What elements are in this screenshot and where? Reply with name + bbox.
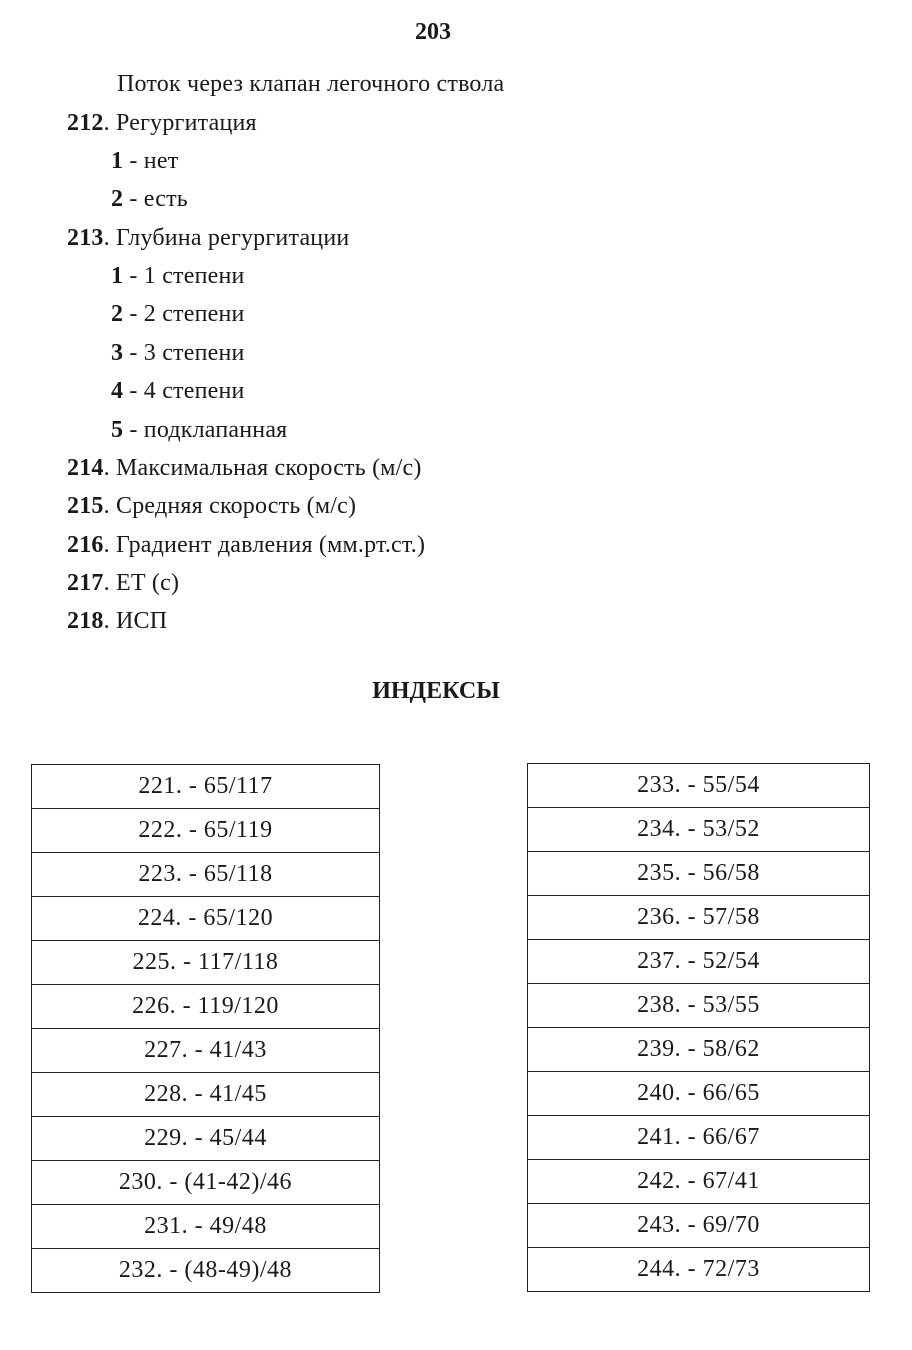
table-cell: 232. - (48-49)/48 bbox=[32, 1249, 380, 1293]
option-text: - 4 степени bbox=[123, 378, 245, 404]
table-cell: 229. - 45/44 bbox=[32, 1117, 380, 1161]
table-cell: 227. - 41/43 bbox=[32, 1029, 380, 1073]
table-row bbox=[528, 808, 870, 852]
table-cell: 244. - 72/73 bbox=[528, 1248, 870, 1292]
option-213-5 bbox=[111, 416, 287, 444]
item-215 bbox=[67, 492, 356, 520]
table-row bbox=[528, 1028, 870, 1072]
option-text: - 1 степени bbox=[123, 263, 245, 289]
option-213-2 bbox=[111, 300, 245, 328]
table-row bbox=[528, 1116, 870, 1160]
table-row bbox=[32, 1117, 380, 1161]
item-218 bbox=[67, 607, 167, 635]
item-number: 212 bbox=[67, 110, 104, 136]
table-cell: 241. - 66/67 bbox=[528, 1116, 870, 1160]
table-cell: 222. - 65/119 bbox=[32, 809, 380, 853]
item-214 bbox=[67, 454, 422, 482]
table-cell: 225. - 117/118 bbox=[32, 941, 380, 985]
table-cell: 236. - 57/58 bbox=[528, 896, 870, 940]
table-row bbox=[528, 940, 870, 984]
table-row bbox=[32, 809, 380, 853]
table-cell: 235. - 56/58 bbox=[528, 852, 870, 896]
item-number: 216 bbox=[67, 532, 104, 558]
table-row bbox=[32, 1161, 380, 1205]
option-213-3 bbox=[111, 339, 245, 367]
table-row bbox=[528, 1160, 870, 1204]
table-row bbox=[528, 1248, 870, 1292]
indices-table-left bbox=[31, 764, 380, 1293]
item-text: . Средняя скорость (м/с) bbox=[103, 493, 357, 519]
table-cell: 230. - (41-42)/46 bbox=[32, 1161, 380, 1205]
option-number: 2 bbox=[111, 186, 124, 212]
option-number: 1 bbox=[111, 263, 124, 289]
table-row bbox=[528, 896, 870, 940]
option-number: 3 bbox=[111, 340, 124, 366]
table-row bbox=[528, 984, 870, 1028]
item-number: 218 bbox=[67, 608, 104, 634]
table-cell: 239. - 58/62 bbox=[528, 1028, 870, 1072]
table-cell: 237. - 52/54 bbox=[528, 940, 870, 984]
table-cell: 243. - 69/70 bbox=[528, 1204, 870, 1248]
item-text: . Градиент давления (мм.рт.ст.) bbox=[103, 532, 426, 558]
option-212-1 bbox=[111, 147, 178, 175]
item-217 bbox=[67, 569, 179, 597]
table-cell: 226. - 119/120 bbox=[32, 985, 380, 1029]
item-text: . Глубина регургитации bbox=[103, 225, 350, 251]
item-text: . ИСП bbox=[103, 608, 168, 634]
table-row bbox=[32, 853, 380, 897]
table-cell: 234. - 53/52 bbox=[528, 808, 870, 852]
item-216 bbox=[67, 531, 425, 559]
table-row bbox=[32, 765, 380, 809]
option-number: 1 bbox=[111, 148, 124, 174]
option-number: 2 bbox=[111, 301, 124, 327]
item-text: . Максимальная скорость (м/с) bbox=[103, 455, 422, 481]
indices-heading: ИНДЕКСЫ bbox=[372, 678, 500, 704]
table-row bbox=[32, 941, 380, 985]
option-213-4 bbox=[111, 377, 245, 405]
table-row bbox=[32, 1249, 380, 1293]
option-text: - нет bbox=[123, 148, 179, 174]
section-title: Поток через клапан легочного ствола bbox=[117, 71, 505, 97]
table-row bbox=[528, 1204, 870, 1248]
table-row bbox=[528, 764, 870, 808]
table-cell: 242. - 67/41 bbox=[528, 1160, 870, 1204]
table-cell: 231. - 49/48 bbox=[32, 1205, 380, 1249]
table-cell: 224. - 65/120 bbox=[32, 897, 380, 941]
option-text: - подклапанная bbox=[123, 417, 288, 443]
page-number: 203 bbox=[415, 19, 451, 45]
option-number: 5 bbox=[111, 417, 124, 443]
table-cell: 238. - 53/55 bbox=[528, 984, 870, 1028]
option-text: - 3 степени bbox=[123, 340, 245, 366]
table-cell: 233. - 55/54 bbox=[528, 764, 870, 808]
option-text: - есть bbox=[123, 186, 188, 212]
item-213 bbox=[67, 224, 349, 252]
table-row bbox=[32, 1029, 380, 1073]
item-text: . Регургитация bbox=[103, 110, 257, 136]
table-row bbox=[32, 985, 380, 1029]
table-cell: 240. - 66/65 bbox=[528, 1072, 870, 1116]
table-row bbox=[32, 1073, 380, 1117]
option-212-2 bbox=[111, 185, 188, 213]
table-cell: 228. - 41/45 bbox=[32, 1073, 380, 1117]
option-text: - 2 степени bbox=[123, 301, 245, 327]
indices-table-right bbox=[527, 763, 870, 1292]
table-cell: 223. - 65/118 bbox=[32, 853, 380, 897]
item-number: 217 bbox=[67, 570, 104, 596]
table-row bbox=[32, 1205, 380, 1249]
option-213-1 bbox=[111, 262, 245, 290]
item-text: . ЕТ (с) bbox=[103, 570, 180, 596]
item-number: 214 bbox=[67, 455, 104, 481]
item-number: 215 bbox=[67, 493, 104, 519]
option-number: 4 bbox=[111, 378, 124, 404]
table-row bbox=[528, 1072, 870, 1116]
table-cell: 221. - 65/117 bbox=[32, 765, 380, 809]
item-number: 213 bbox=[67, 225, 104, 251]
table-row bbox=[528, 852, 870, 896]
item-212 bbox=[67, 109, 257, 137]
table-row bbox=[32, 897, 380, 941]
